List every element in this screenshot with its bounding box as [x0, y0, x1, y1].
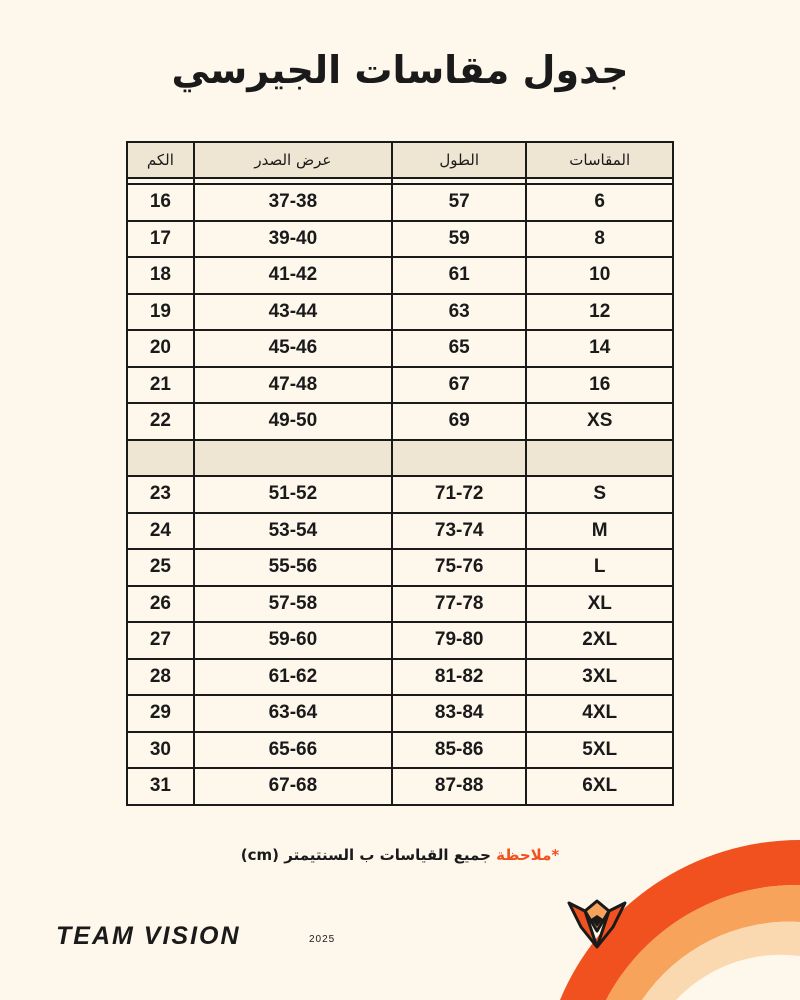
- cell-chest: 67-68: [194, 768, 392, 805]
- table-row: [127, 622, 673, 659]
- cell-sleeve: 30: [127, 732, 194, 769]
- cell-length: 85-86: [392, 732, 527, 769]
- cell-length: 67: [392, 367, 527, 404]
- table-header-row: [127, 142, 673, 178]
- cell-length: 65: [392, 330, 527, 367]
- cell-length: 79-80: [392, 622, 527, 659]
- table-row: [127, 732, 673, 769]
- cell-length: 59: [392, 221, 527, 258]
- cell-chest: 49-50: [194, 403, 392, 440]
- cell-chest: 41-42: [194, 257, 392, 294]
- cell-sleeve: 29: [127, 695, 194, 732]
- cell-sleeve: 26: [127, 586, 194, 623]
- cell-size: 6: [526, 184, 673, 221]
- page-title: جدول مقاسات الجيرسي: [171, 48, 629, 92]
- kids-sizes-body: [127, 184, 673, 440]
- cell-size: 16: [526, 367, 673, 404]
- table-row: [127, 367, 673, 404]
- cell-chest: 55-56: [194, 549, 392, 586]
- table-row: [127, 184, 673, 221]
- cell-sleeve: 20: [127, 330, 194, 367]
- cell-chest: 39-40: [194, 221, 392, 258]
- table-row: [127, 586, 673, 623]
- cell-length: 57: [392, 184, 527, 221]
- table-row: [127, 549, 673, 586]
- cell-chest: 37-38: [194, 184, 392, 221]
- note-label: *ملاحظة: [496, 846, 560, 864]
- cell-sleeve: 21: [127, 367, 194, 404]
- cell-size: XS: [526, 403, 673, 440]
- cell-sleeve: 27: [127, 622, 194, 659]
- cell-chest: 61-62: [194, 659, 392, 696]
- table-row: [127, 476, 673, 513]
- cell-sleeve: 17: [127, 221, 194, 258]
- cell-size: 4XL: [526, 695, 673, 732]
- cell-size: 8: [526, 221, 673, 258]
- table-row: [127, 403, 673, 440]
- header-chest: عرض الصدر: [194, 142, 392, 178]
- brand-year: 2025: [309, 934, 336, 945]
- cell-chest: 63-64: [194, 695, 392, 732]
- cell-length: 75-76: [392, 549, 527, 586]
- adult-sizes-body: [127, 476, 673, 805]
- cell-sleeve: 24: [127, 513, 194, 550]
- cell-size: L: [526, 549, 673, 586]
- cell-length: 73-74: [392, 513, 527, 550]
- cell-size: 10: [526, 257, 673, 294]
- cell-chest: 59-60: [194, 622, 392, 659]
- cell-chest: 45-46: [194, 330, 392, 367]
- cell-length: 77-78: [392, 586, 527, 623]
- cell-length: 61: [392, 257, 527, 294]
- cell-size: 12: [526, 294, 673, 331]
- cell-length: 63: [392, 294, 527, 331]
- brand-name: TEAM VISION: [56, 922, 241, 950]
- cell-sleeve: 19: [127, 294, 194, 331]
- table-row: [127, 330, 673, 367]
- header-size: المقاسات: [526, 142, 673, 178]
- cell-size: 5XL: [526, 732, 673, 769]
- table-row: [127, 221, 673, 258]
- cell-length: 87-88: [392, 768, 527, 805]
- table-row: [127, 257, 673, 294]
- cell-chest: 53-54: [194, 513, 392, 550]
- cell-size: 14: [526, 330, 673, 367]
- section-spacer-row: [127, 440, 673, 477]
- cell-chest: 47-48: [194, 367, 392, 404]
- cell-sleeve: 28: [127, 659, 194, 696]
- measurement-note: [0, 846, 800, 864]
- table-row: [127, 768, 673, 805]
- cell-chest: 43-44: [194, 294, 392, 331]
- cell-size: S: [526, 476, 673, 513]
- cell-chest: 57-58: [194, 586, 392, 623]
- header-sleeve: الكم: [127, 142, 194, 178]
- size-chart-table: [126, 141, 674, 806]
- cell-length: 81-82: [392, 659, 527, 696]
- cell-length: 69: [392, 403, 527, 440]
- cell-length: 83-84: [392, 695, 527, 732]
- cell-sleeve: 22: [127, 403, 194, 440]
- cell-chest: 51-52: [194, 476, 392, 513]
- cell-size: M: [526, 513, 673, 550]
- cell-length: 71-72: [392, 476, 527, 513]
- cell-sleeve: 16: [127, 184, 194, 221]
- cell-size: XL: [526, 586, 673, 623]
- cell-size: 3XL: [526, 659, 673, 696]
- table-row: [127, 695, 673, 732]
- cell-size: 2XL: [526, 622, 673, 659]
- header-length: الطول: [392, 142, 527, 178]
- cell-chest: 65-66: [194, 732, 392, 769]
- cell-sleeve: 23: [127, 476, 194, 513]
- table-row: [127, 659, 673, 696]
- table-row: [127, 294, 673, 331]
- cell-sleeve: 25: [127, 549, 194, 586]
- cell-size: 6XL: [526, 768, 673, 805]
- table-row: [127, 513, 673, 550]
- cell-sleeve: 18: [127, 257, 194, 294]
- winged-shield-logo-icon: [565, 897, 629, 951]
- cell-sleeve: 31: [127, 768, 194, 805]
- note-text: جميع القياسات ب السنتيمتر (cm): [240, 846, 497, 864]
